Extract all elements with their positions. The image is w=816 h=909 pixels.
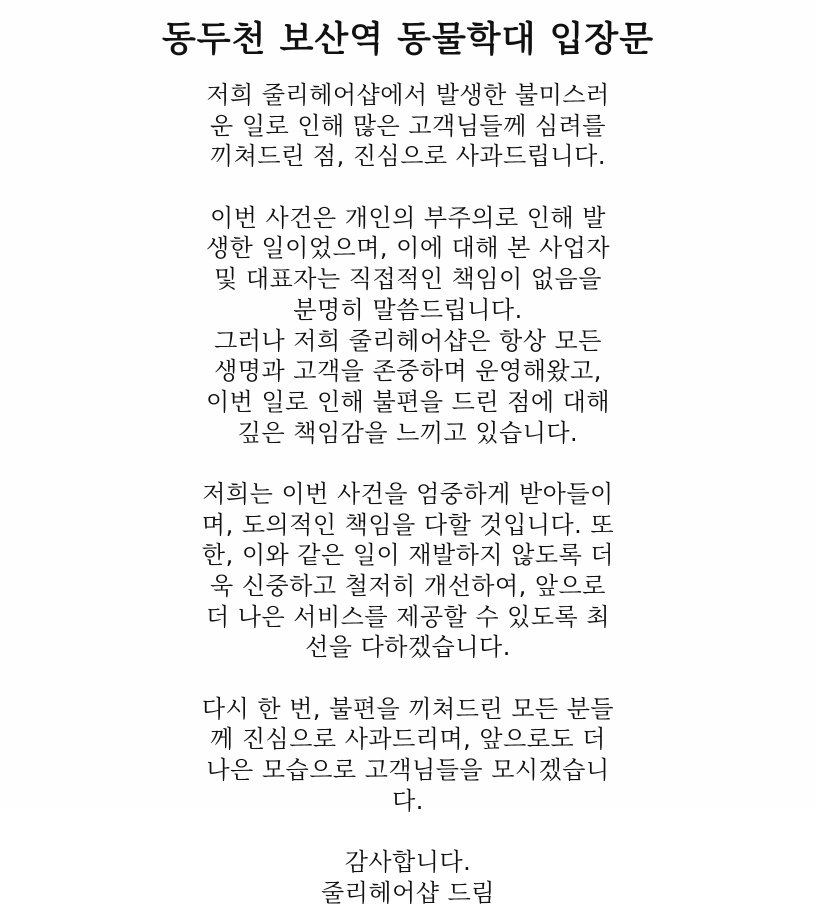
- text-line: 다시 한 번, 불편을 끼쳐드린 모든 분들: [201, 694, 615, 723]
- text-line: 운 일로 인해 많은 고객님들께 심려를: [210, 111, 606, 140]
- document-title: 동두천 보산역 동물학대 입장문: [161, 20, 655, 60]
- text-line: 다.: [392, 786, 424, 815]
- text-line: 분명히 말씀드립니다.: [293, 295, 523, 324]
- text-line: 나은 모습으로 고객님들을 모시겠습니: [206, 756, 610, 785]
- text-line: 그러나 저희 줄리헤어샵은 항상 모든: [214, 326, 602, 355]
- text-line: 생명과 고객을 존중하며 운영해왔고,: [214, 357, 602, 386]
- text-line: 이번 사건은 개인의 부주의로 인해 발: [210, 203, 606, 232]
- document-body: [0, 80, 816, 909]
- text-line: 생한 일이었으며, 이에 대해 본 사업자: [205, 234, 611, 263]
- text-line: 선을 다하겠습니다.: [305, 633, 511, 662]
- text-line: 욱 신중하고 철저히 개선하여, 앞으로: [210, 572, 606, 600]
- text-line: 이번 일로 인해 불편을 드린 점에 대해: [205, 387, 611, 416]
- text-line: 더 나은 서비스를 제공할 수 있도록 최: [205, 602, 611, 631]
- paragraph-gap: [0, 817, 816, 848]
- text-line: 저희는 이번 사건을 엄중하게 받아들이: [202, 479, 614, 508]
- text-line: 며, 도의적인 책임을 다할 것입니다. 또: [201, 510, 615, 539]
- signature: 줄리헤어샵 드림: [321, 878, 495, 907]
- text-line: 및 대표자는 직접적인 책임이 없음을: [214, 265, 602, 294]
- text-line: 끼쳐드린 점, 진심으로 사과드립니다.: [210, 142, 606, 171]
- paragraph-gap: [0, 663, 816, 694]
- text-line: 께 진심으로 사과드리며, 앞으로도 더: [210, 725, 606, 754]
- paragraph-gap: [0, 172, 816, 203]
- text-line: 깊은 책임감을 느끼고 있습니다.: [237, 418, 579, 447]
- closing-thanks: 감사합니다.: [344, 848, 472, 877]
- text-line: 저희 줄리헤어샵에서 발생한 불미스러: [206, 81, 610, 109]
- text-line: 한, 이와 같은 일이 재발하지 않도록 더: [201, 541, 615, 570]
- paragraph-gap: [0, 448, 816, 479]
